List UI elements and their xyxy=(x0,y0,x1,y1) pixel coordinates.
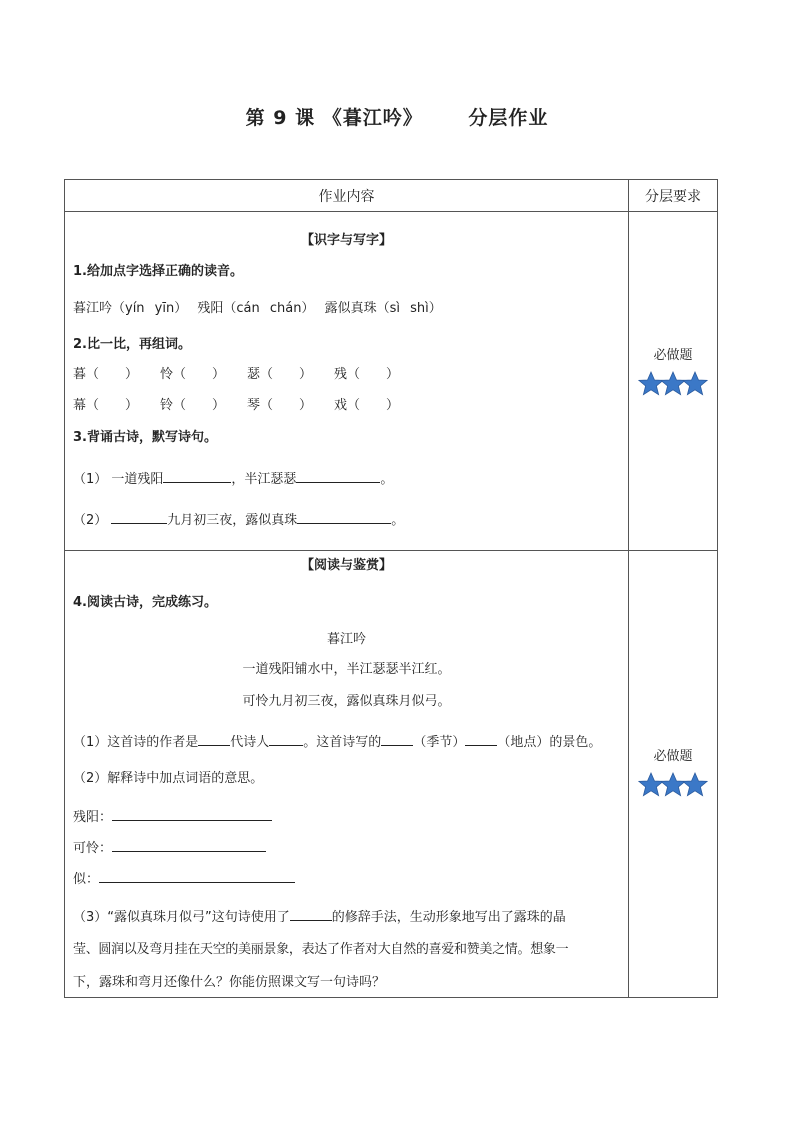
q3-2-text: （2） xyxy=(73,513,108,528)
sub-question-3-line-2: 莹、圆润以及弯月挂在天空的美丽景象，表达了作者对大自然的喜爱和赞美之情。想象一 xyxy=(73,942,569,957)
poem-title: 暮江吟 xyxy=(326,632,366,647)
s3-text: （3）“露似真珠月似弓”这句诗使用了 xyxy=(73,910,290,925)
fill-blank[interactable] xyxy=(112,837,266,852)
word-pair: 瑟（ ） xyxy=(247,367,313,382)
s1-text: 代诗人 xyxy=(230,735,270,750)
s3-text: 的修辞手法，生动形象地写出了露珠的晶 xyxy=(331,910,566,925)
question-3: 3.背诵古诗，默写诗句。 xyxy=(73,430,217,445)
page-title xyxy=(0,103,794,130)
q3-1-text: 。 xyxy=(380,472,394,487)
table-row xyxy=(65,551,718,998)
header-content: 作业内容 xyxy=(65,180,629,212)
fill-blank[interactable] xyxy=(99,868,295,883)
s1-text: 。这首诗写的 xyxy=(303,735,382,750)
section1-content xyxy=(65,212,628,550)
section2-heading: 【阅读与鉴赏】 xyxy=(300,558,392,573)
q3-2-text: 。 xyxy=(391,513,405,528)
definition-3 xyxy=(73,868,295,889)
s1-text: （1）这首诗的作者是 xyxy=(73,735,199,750)
title-suffix: 分层作业 xyxy=(468,107,549,129)
question-2-row-2 xyxy=(73,397,399,415)
q3-2-text: 九月初三夜，露似真珠 xyxy=(167,513,298,528)
word-pair: 琴（ ） xyxy=(247,398,313,413)
question-1-items: 暮江吟（yín yīn） 残阳（cán chán） 露似真珠（sì shì） xyxy=(73,301,442,316)
sub-question-1 xyxy=(73,731,601,752)
fill-blank[interactable] xyxy=(269,731,303,746)
homework-table xyxy=(64,179,718,998)
table-row xyxy=(65,212,718,551)
fill-blank[interactable] xyxy=(296,468,380,483)
question-2-row-1 xyxy=(73,366,399,384)
question-2: 2.比一比，再组词。 xyxy=(73,337,191,352)
word-pair: 残（ ） xyxy=(334,367,400,382)
section2-requirement xyxy=(629,551,717,997)
header-requirement: 分层要求 xyxy=(629,180,718,212)
definition-label: 似： xyxy=(73,872,100,887)
requirement-label: 必做题 xyxy=(653,749,693,764)
word-pair: 铃（ ） xyxy=(160,398,226,413)
star-icon xyxy=(682,371,708,396)
title-poem: 《暮江吟》 xyxy=(322,107,423,129)
title-lesson: 第 9 课 xyxy=(245,107,316,129)
fill-blank[interactable] xyxy=(198,731,230,746)
word-pair: 暮（ ） xyxy=(73,367,139,382)
q3-1-text: （1） 一道残阳 xyxy=(73,472,164,487)
star-icon xyxy=(682,772,708,797)
fill-blank[interactable] xyxy=(163,468,231,483)
question-1: 1.给加点字选择正确的读音。 xyxy=(73,264,243,279)
q3-1-text: ，半江瑟瑟 xyxy=(231,472,297,487)
sub-question-3-line-3: 下，露珠和弯月还像什么？你能仿照课文写一句诗吗？ xyxy=(73,975,386,990)
word-pair: 幕（ ） xyxy=(73,398,139,413)
question-3-2 xyxy=(73,509,404,530)
fill-blank[interactable] xyxy=(111,509,167,524)
fill-blank[interactable] xyxy=(465,731,497,746)
sub-question-2: （2）解释诗中加点词语的意思。 xyxy=(73,771,264,786)
definition-label: 可怜： xyxy=(73,841,113,856)
fill-blank[interactable] xyxy=(381,731,413,746)
fill-blank[interactable] xyxy=(112,806,272,821)
section1-requirement xyxy=(629,212,717,550)
sub-question-3 xyxy=(73,906,566,927)
requirement-label: 必做题 xyxy=(653,348,693,363)
definition-2 xyxy=(73,837,266,858)
difficulty-stars xyxy=(629,772,717,801)
difficulty-stars xyxy=(629,371,717,400)
question-4: 4.阅读古诗，完成练习。 xyxy=(73,595,217,610)
word-pair: 戏（ ） xyxy=(334,398,400,413)
s1-text: （地点）的景色。 xyxy=(497,735,602,750)
fill-blank[interactable] xyxy=(290,906,332,921)
fill-blank[interactable] xyxy=(297,509,391,524)
poem-line-2: 可怜九月初三夜，露似真珠月似弓。 xyxy=(242,694,451,709)
definition-label: 残阳： xyxy=(73,810,113,825)
table-header-row xyxy=(65,180,718,212)
section2-content xyxy=(65,551,628,997)
definition-1 xyxy=(73,806,272,827)
section1-heading: 【识字与写字】 xyxy=(300,233,392,248)
poem-line-1: 一道残阳铺水中，半江瑟瑟半江红。 xyxy=(242,662,451,677)
s1-text: （季节） xyxy=(413,735,466,750)
question-3-1 xyxy=(73,468,393,489)
word-pair: 怜（ ） xyxy=(160,367,226,382)
